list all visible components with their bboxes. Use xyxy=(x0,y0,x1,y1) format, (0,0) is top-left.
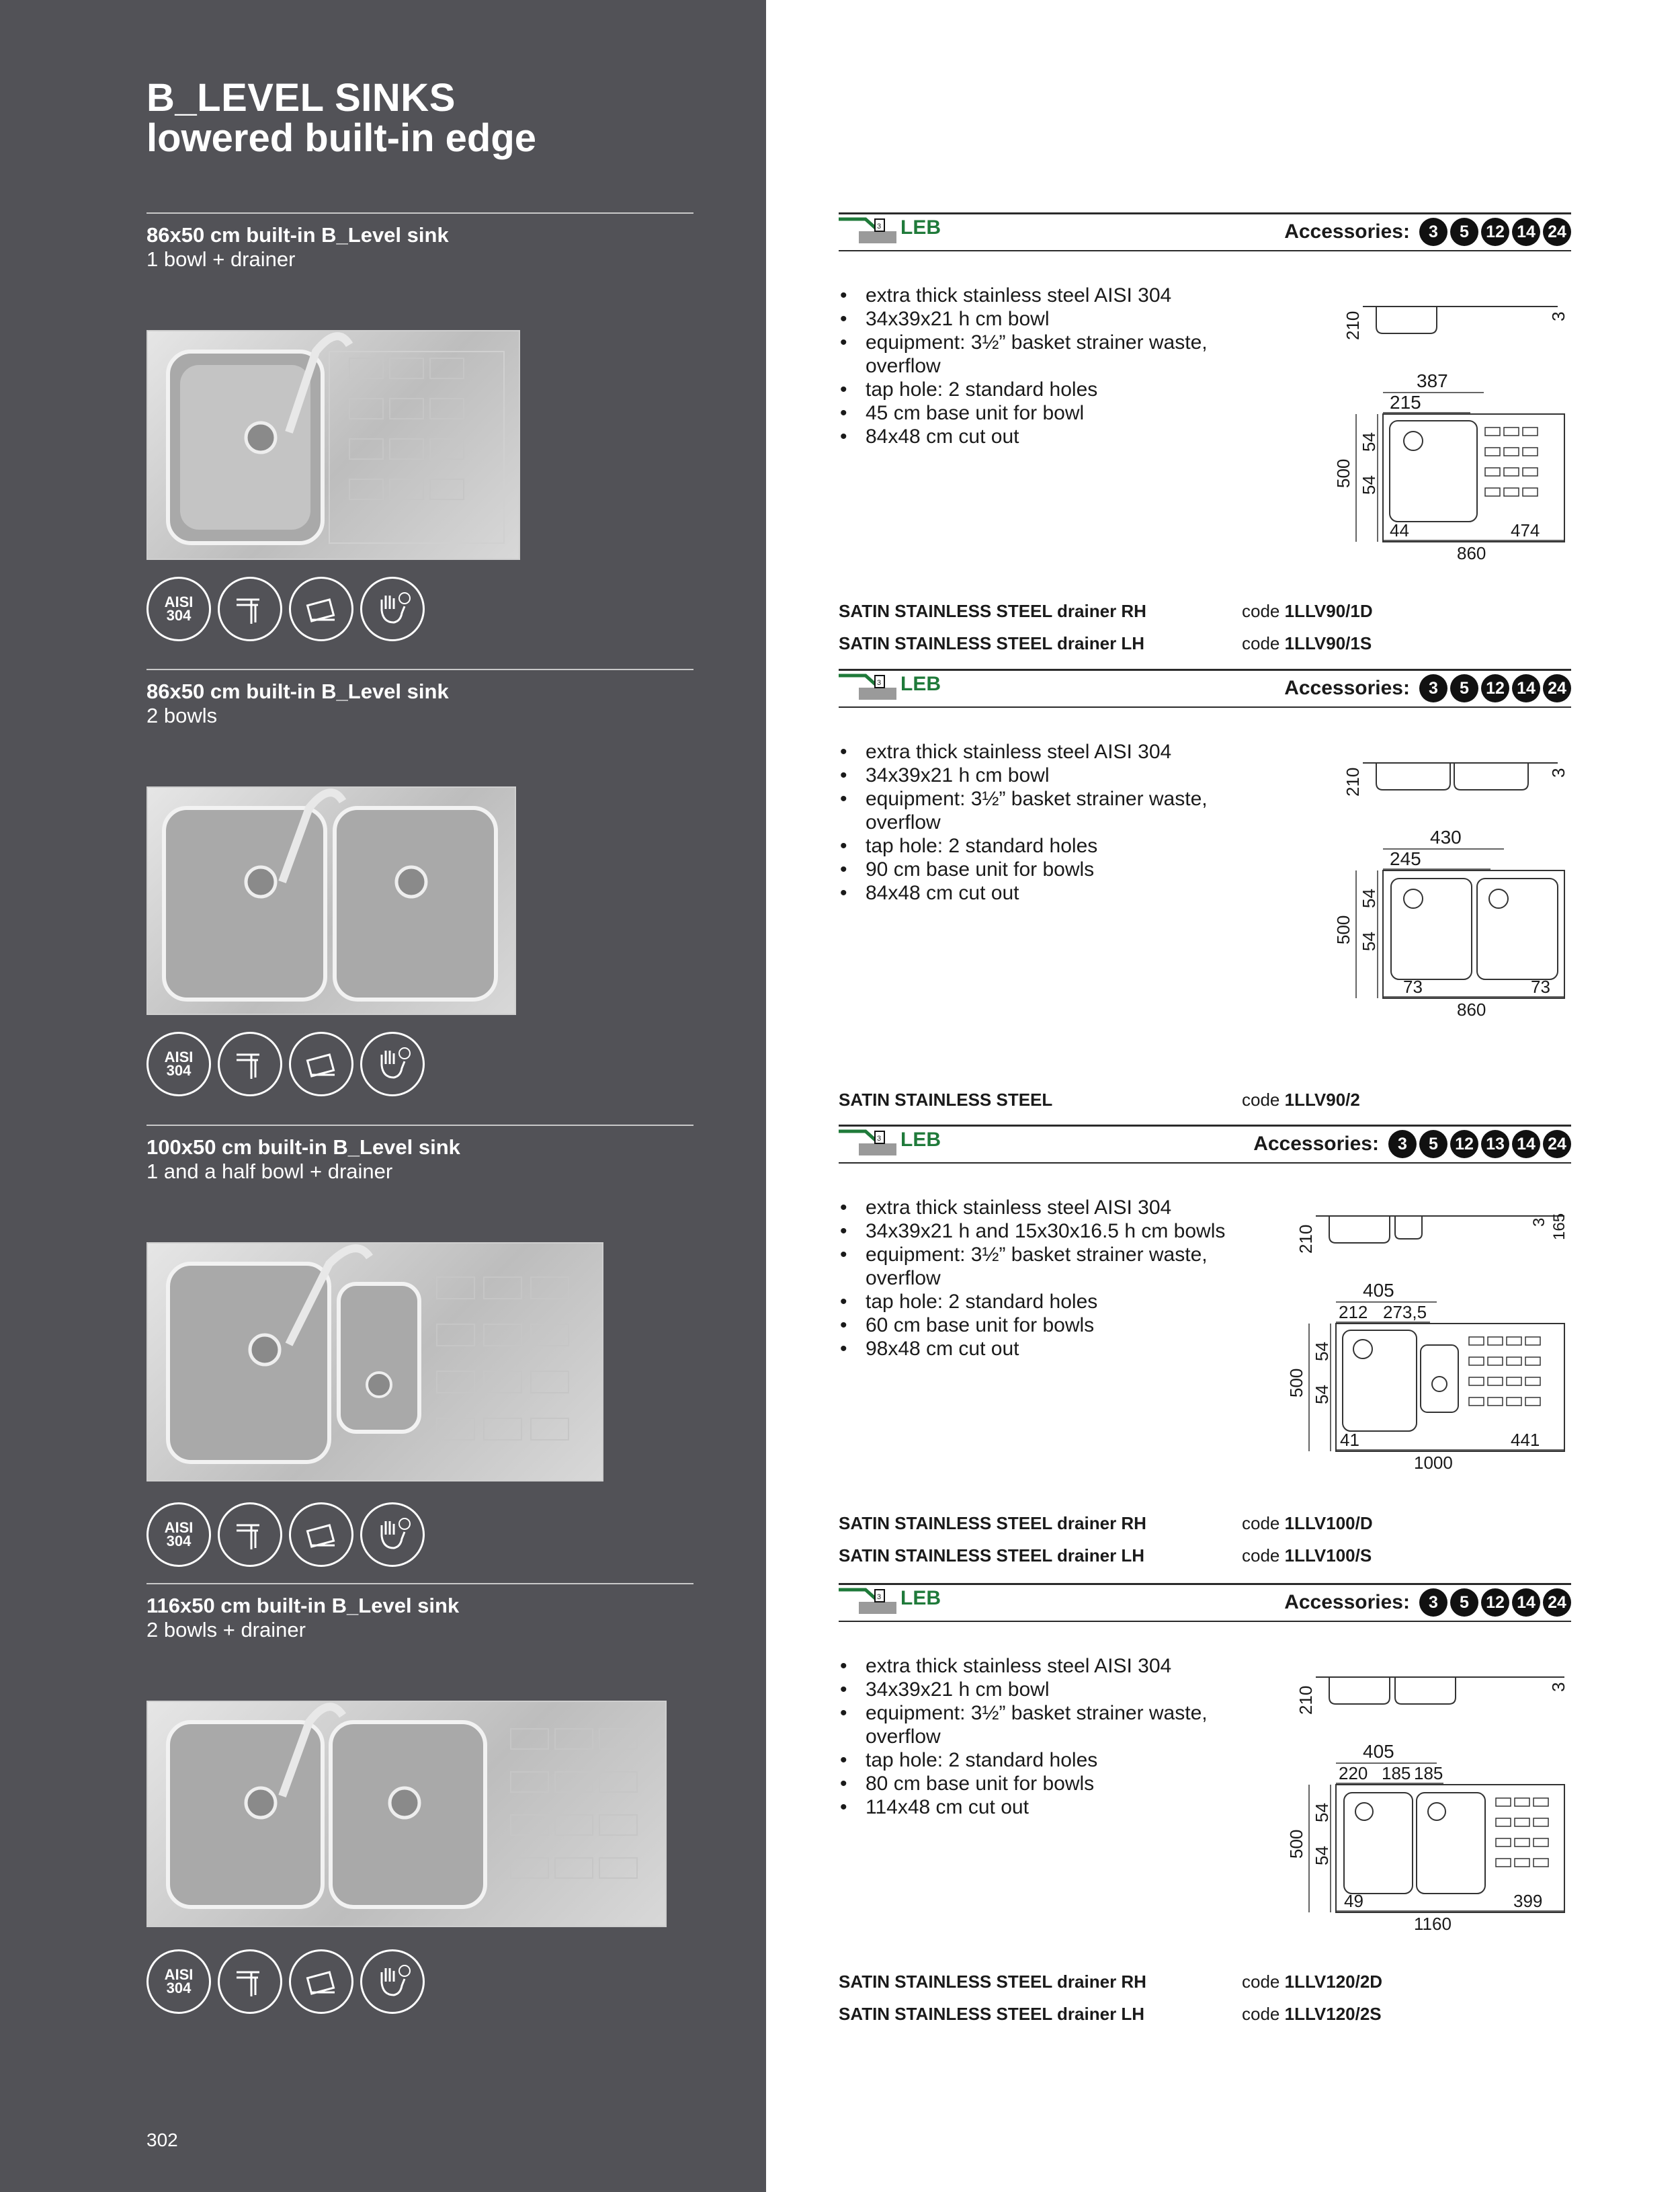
feature-icons xyxy=(146,1032,425,1096)
dim-top-inner-3: 185 xyxy=(1414,1763,1443,1783)
product-code: 1LLV90/1S xyxy=(1284,633,1372,653)
product-subtitle: 1 and a half bowl + drainer xyxy=(146,1160,393,1183)
feature-item: • tap hole: 2 standard holes xyxy=(866,1290,1242,1313)
accessories xyxy=(1284,218,1571,246)
thickness-caliper-icon xyxy=(218,1032,282,1096)
aisi-304-icon xyxy=(146,577,211,641)
divider xyxy=(146,669,694,670)
product-name: 86x50 cm built-in B_Level sink xyxy=(146,680,449,703)
divider xyxy=(839,212,1571,214)
accessory-badge[interactable]: 14 xyxy=(1512,1588,1540,1617)
product-subtitle: 1 bowl + drainer xyxy=(146,247,296,271)
feature-item: • extra thick stainless steel AISI 304 xyxy=(866,1654,1242,1678)
dim-rim: 3 xyxy=(1548,1682,1568,1692)
leb-logo-icon xyxy=(839,1587,898,1617)
feature-item: • extra thick stainless steel AISI 304 xyxy=(866,284,1242,307)
dim-top-outer: 387 xyxy=(1417,370,1448,391)
dim-side-a: 54 xyxy=(1359,889,1379,908)
dim-height: 500 xyxy=(1286,1829,1306,1859)
aisi-304-icon xyxy=(146,1502,211,1567)
dim-top-inner: 220 xyxy=(1339,1763,1368,1783)
feature-item: • tap hole: 2 standard holes xyxy=(866,834,1242,858)
accessory-badge[interactable]: 3 xyxy=(1388,1130,1417,1158)
dim-side-a: 54 xyxy=(1359,432,1379,452)
variant-label: SATIN STAINLESS STEEL drainer LH xyxy=(839,633,1145,653)
dim-side-b: 54 xyxy=(1312,1846,1332,1865)
variant-label: SATIN STAINLESS STEEL drainer RH xyxy=(839,601,1146,621)
dim-width: 860 xyxy=(1457,1000,1486,1018)
technical-drawing xyxy=(1329,736,1571,1018)
feature-icons xyxy=(146,577,425,641)
feature-item: • tap hole: 2 standard holes xyxy=(866,1748,1242,1772)
feature-item: • 60 cm base unit for bowls xyxy=(866,1313,1242,1337)
dim-top-inner: 212 xyxy=(1339,1302,1368,1322)
feature-list xyxy=(839,740,1242,905)
feature-list xyxy=(839,284,1242,448)
accessory-badge[interactable]: 5 xyxy=(1450,218,1478,246)
aisi-grade: 304 xyxy=(166,1533,192,1549)
feature-item: • 34x39x21 h cm bowl xyxy=(866,764,1242,787)
installation-icon xyxy=(289,1949,353,2014)
variant-code xyxy=(1242,601,1373,622)
accessory-badge[interactable]: 24 xyxy=(1543,1130,1571,1158)
leb-logo-icon xyxy=(839,216,898,246)
svg-text:3: 3 xyxy=(877,1593,882,1601)
feature-icons xyxy=(146,1949,425,2014)
variant-label: SATIN STAINLESS STEEL drainer LH xyxy=(839,1545,1145,1566)
code-prefix: code xyxy=(1242,1545,1285,1566)
aisi-label: AISI xyxy=(164,1966,194,1983)
accessory-badge[interactable]: 5 xyxy=(1450,674,1478,702)
variant-code xyxy=(1242,1090,1360,1110)
easy-clean-hand-icon xyxy=(360,1032,425,1096)
thickness-caliper-icon xyxy=(218,1502,282,1567)
dim-width: 1160 xyxy=(1414,1914,1452,1934)
leb-label: LEB xyxy=(900,1587,941,1609)
technical-drawing xyxy=(1329,280,1571,562)
leb-logo-icon xyxy=(839,1129,898,1158)
dim-width: 1000 xyxy=(1414,1453,1453,1473)
feature-icons xyxy=(146,1502,425,1567)
dim-depth: 210 xyxy=(1343,311,1363,340)
leb-label: LEB xyxy=(900,673,941,695)
aisi-304-icon xyxy=(146,1949,211,2014)
variant-code xyxy=(1242,1545,1372,1566)
accessory-badge[interactable]: 12 xyxy=(1481,218,1509,246)
sink-1-bowl-drainer-image xyxy=(148,331,520,560)
divider xyxy=(146,1125,694,1126)
code-prefix: code xyxy=(1242,1972,1285,1992)
code-prefix: code xyxy=(1242,601,1285,621)
dim-top-outer: 405 xyxy=(1363,1741,1394,1762)
divider xyxy=(839,1125,1571,1127)
feature-item: • equipment: 3½” basket strainer waste, overflow xyxy=(866,787,1242,834)
accessory-badge[interactable]: 24 xyxy=(1543,674,1571,702)
variant-code xyxy=(1242,2004,1382,2025)
dim-bottom-left: 73 xyxy=(1403,977,1423,997)
accessory-badge[interactable]: 3 xyxy=(1419,1588,1447,1617)
divider xyxy=(839,250,1571,251)
product-name: 86x50 cm built-in B_Level sink xyxy=(146,223,449,247)
variant-code xyxy=(1242,1513,1373,1534)
feature-item: • 34x39x21 h and 15x30x16.5 h cm bowls xyxy=(866,1219,1242,1243)
divider xyxy=(839,669,1571,671)
product-code: 1LLV100/S xyxy=(1284,1545,1372,1566)
accessories xyxy=(1284,674,1571,702)
leb-logo-icon xyxy=(839,673,898,702)
dim-height: 500 xyxy=(1333,915,1353,944)
accessory-badge[interactable]: 3 xyxy=(1419,674,1447,702)
svg-text:3: 3 xyxy=(877,222,882,231)
aisi-grade: 304 xyxy=(166,1980,192,1996)
technical-drawing xyxy=(1282,1650,1571,1939)
dim-bottom-right: 73 xyxy=(1531,977,1550,997)
dim-bottom-left: 41 xyxy=(1340,1430,1359,1450)
aisi-grade: 304 xyxy=(166,1062,192,1079)
accessory-badge[interactable]: 14 xyxy=(1512,218,1540,246)
product-code: 1LLV120/2S xyxy=(1284,2004,1382,2024)
installation-icon xyxy=(289,577,353,641)
accessory-badge[interactable]: 24 xyxy=(1543,218,1571,246)
variant-label: SATIN STAINLESS STEEL xyxy=(839,1090,1053,1110)
feature-item: • 84x48 cm cut out xyxy=(866,425,1242,448)
accessory-badge[interactable]: 12 xyxy=(1481,674,1509,702)
accessories xyxy=(1284,1588,1571,1617)
page-subtitle: lowered built-in edge xyxy=(146,116,537,160)
accessories xyxy=(1253,1130,1571,1158)
technical-drawing xyxy=(1282,1189,1571,1478)
sink-photo xyxy=(146,330,520,560)
code-prefix: code xyxy=(1242,1090,1285,1110)
dim-width: 860 xyxy=(1457,543,1486,562)
dim-side-b: 54 xyxy=(1359,932,1379,951)
accessories-label: Accessories: xyxy=(1284,220,1410,243)
thickness-caliper-icon xyxy=(218,1949,282,2014)
sink-2-bowls-drainer-image xyxy=(148,1702,667,1927)
accessory-badge[interactable]: 12 xyxy=(1450,1130,1478,1158)
dim-top-inner: 245 xyxy=(1390,848,1421,869)
dim-height: 500 xyxy=(1286,1368,1306,1397)
feature-list xyxy=(839,1196,1242,1361)
aisi-label: AISI xyxy=(164,1519,194,1536)
dim-bottom-right: 474 xyxy=(1511,520,1540,540)
accessories-label: Accessories: xyxy=(1253,1133,1379,1155)
feature-item: • 90 cm base unit for bowls xyxy=(866,858,1242,881)
feature-item: • 114x48 cm cut out xyxy=(866,1795,1242,1819)
divider xyxy=(839,1162,1571,1164)
code-prefix: code xyxy=(1242,1513,1285,1533)
feature-list xyxy=(839,1654,1242,1819)
dim-top-inner: 215 xyxy=(1390,392,1421,413)
dim-side-a: 54 xyxy=(1312,1803,1332,1822)
dim-side-b: 54 xyxy=(1312,1385,1332,1404)
sink-photo xyxy=(146,1701,667,1927)
feature-item: • equipment: 3½” basket strainer waste, overflow xyxy=(866,331,1242,378)
leb-label: LEB xyxy=(900,1129,941,1151)
dim-top-outer: 430 xyxy=(1430,827,1462,848)
sink-photo xyxy=(146,1242,603,1481)
feature-item: • 34x39x21 h cm bowl xyxy=(866,1678,1242,1701)
feature-item: • 45 cm base unit for bowl xyxy=(866,401,1242,425)
dim-height: 500 xyxy=(1333,458,1353,488)
divider xyxy=(146,1583,694,1584)
product-name: 100x50 cm built-in B_Level sink xyxy=(146,1135,460,1159)
accessories-label: Accessories: xyxy=(1284,677,1410,699)
thickness-caliper-icon xyxy=(218,577,282,641)
divider xyxy=(839,706,1571,708)
variant-label: SATIN STAINLESS STEEL drainer RH xyxy=(839,1972,1146,1992)
accessory-badge[interactable]: 3 xyxy=(1419,218,1447,246)
divider xyxy=(839,1583,1571,1585)
accessory-badge[interactable]: 24 xyxy=(1543,1588,1571,1617)
product-subtitle: 2 bowls xyxy=(146,704,218,727)
sink-1-half-bowl-drainer-image xyxy=(148,1244,603,1481)
dim-side-b: 54 xyxy=(1359,475,1379,495)
aisi-304-icon xyxy=(146,1032,211,1096)
feature-item: • extra thick stainless steel AISI 304 xyxy=(866,740,1242,764)
accessory-badge[interactable]: 14 xyxy=(1512,674,1540,702)
feature-item: • tap hole: 2 standard holes xyxy=(866,378,1242,401)
feature-item: • equipment: 3½” basket strainer waste, overflow xyxy=(866,1701,1242,1748)
page-title: B_LEVEL SINKS xyxy=(146,76,456,120)
code-prefix: code xyxy=(1242,633,1285,653)
leb-label: LEB xyxy=(900,216,941,239)
product-name: 116x50 cm built-in B_Level sink xyxy=(146,1594,460,1617)
dim-rim: 3 xyxy=(1548,311,1568,321)
feature-item: • 34x39x21 h cm bowl xyxy=(866,307,1242,331)
installation-icon xyxy=(289,1502,353,1567)
dim-bottom-right: 399 xyxy=(1513,1891,1543,1911)
variant-code xyxy=(1242,633,1372,654)
product-code: 1LLV90/2 xyxy=(1284,1090,1360,1110)
dim-side-a: 54 xyxy=(1312,1342,1332,1361)
dim-top-inner-2: 273,5 xyxy=(1383,1302,1427,1322)
dim-rim: 3 xyxy=(1530,1217,1548,1227)
accessory-badge[interactable]: 13 xyxy=(1481,1130,1509,1158)
sink-photo xyxy=(146,786,516,1015)
dim-top-inner-2: 185 xyxy=(1382,1763,1411,1783)
dim-rim: 3 xyxy=(1548,768,1568,778)
variant-label: SATIN STAINLESS STEEL drainer LH xyxy=(839,2004,1145,2024)
divider xyxy=(839,1621,1571,1622)
dim-depth: 210 xyxy=(1296,1224,1316,1254)
variant-label: SATIN STAINLESS STEEL drainer RH xyxy=(839,1513,1146,1533)
dim-bottom-left: 44 xyxy=(1390,520,1409,540)
aisi-label: AISI xyxy=(164,1049,194,1065)
installation-icon xyxy=(289,1032,353,1096)
code-prefix: code xyxy=(1242,2004,1285,2024)
sink-2-bowls-image xyxy=(148,788,516,1015)
product-code: 1LLV100/D xyxy=(1284,1513,1373,1533)
accessory-badge[interactable]: 5 xyxy=(1419,1130,1447,1158)
easy-clean-hand-icon xyxy=(360,1502,425,1567)
easy-clean-hand-icon xyxy=(360,577,425,641)
feature-item: • 80 cm base unit for bowls xyxy=(866,1772,1242,1795)
svg-text:3: 3 xyxy=(877,1135,882,1143)
dim-bottom-right: 441 xyxy=(1511,1430,1540,1450)
dim-top-outer: 405 xyxy=(1363,1280,1394,1301)
accessory-badge[interactable]: 14 xyxy=(1512,1130,1540,1158)
aisi-grade: 304 xyxy=(166,607,192,624)
accessories-label: Accessories: xyxy=(1284,1591,1410,1613)
aisi-label: AISI xyxy=(164,594,194,610)
feature-item: • extra thick stainless steel AISI 304 xyxy=(866,1196,1242,1219)
feature-item: • equipment: 3½” basket strainer waste, overflow xyxy=(866,1243,1242,1290)
product-subtitle: 2 bowls + drainer xyxy=(146,1618,306,1641)
feature-item: • 84x48 cm cut out xyxy=(866,881,1242,905)
product-code: 1LLV120/2D xyxy=(1284,1972,1383,1992)
dim-bottom-left: 49 xyxy=(1344,1891,1363,1911)
accessory-badge[interactable]: 12 xyxy=(1481,1588,1509,1617)
page-number: 302 xyxy=(146,2129,178,2150)
product-code: 1LLV90/1D xyxy=(1284,601,1373,621)
variant-code xyxy=(1242,1972,1382,1992)
easy-clean-hand-icon xyxy=(360,1949,425,2014)
dim-depth-2: 165 xyxy=(1550,1213,1568,1240)
divider xyxy=(146,212,694,214)
feature-item: • 98x48 cm cut out xyxy=(866,1337,1242,1361)
dim-depth: 210 xyxy=(1343,767,1363,797)
svg-text:3: 3 xyxy=(877,679,882,687)
dim-depth: 210 xyxy=(1296,1685,1316,1715)
accessory-badge[interactable]: 5 xyxy=(1450,1588,1478,1617)
